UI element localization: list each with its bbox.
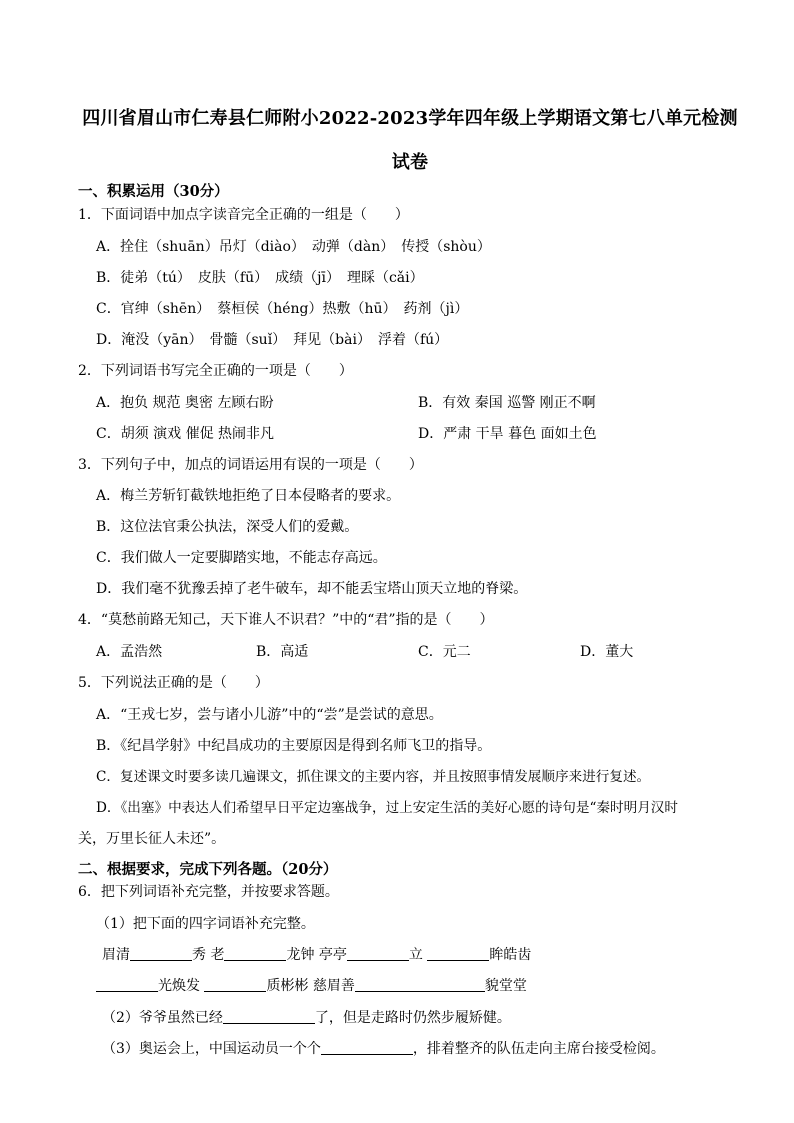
idiom-fragment: 秀 — [192, 947, 206, 963]
sentence-fragment: （2）爷爷虽然已经 — [102, 1010, 223, 1026]
question-1-option-b: B．徒弟（tú） 皮肤（fū） 成绩（jī） 理睬（cǎi） — [96, 270, 424, 286]
idiom-fill-row-1 — [102, 945, 531, 965]
question-6-subquestion-3 — [102, 1039, 665, 1059]
question-1-option-c: C．官绅（shēn） 蔡桓侯（héng）热敷（hū） 药剂（jì） — [96, 301, 469, 317]
question-3-option-b: B．这位法官秉公执法，深受人们的爱戴。 — [96, 519, 359, 535]
question-5-option-a: A．“王戎七岁，尝与诸小儿游”中的“尝”是尝试的意思。 — [96, 707, 443, 723]
sentence-fragment: （3）奥运会上，中国运动员一个个 — [102, 1041, 321, 1057]
answer-blank[interactable] — [355, 977, 485, 992]
answer-blank[interactable] — [204, 977, 266, 992]
question-4-option-a: A．孟浩然 — [96, 644, 163, 660]
question-3-option-a: A．梅兰芳斩钉截铁地拒绝了日本侵略者的要求。 — [96, 488, 401, 504]
answer-blank[interactable] — [321, 1040, 413, 1055]
idiom-fill-row-2 — [96, 976, 527, 996]
question-3-option-c: C．我们做人一定要脚踏实地，不能志存高远。 — [96, 550, 387, 566]
question-2-option-a: A．抱负 规范 奥密 左顾右盼 — [96, 395, 274, 411]
question-4-option-d: D．董大 — [580, 644, 634, 660]
question-6-subquestion-2 — [102, 1008, 511, 1028]
idiom-fragment: 老 — [210, 947, 225, 963]
question-4-option-c: C．元二 — [418, 644, 471, 660]
question-5-option-c: C．复述课文时要多读几遍课文，抓住课文的主要内容，并且按照事情发展顺序来进行复述。 — [96, 769, 651, 785]
question-2-stem: 2．下列词语书写完全正确的一项是（ ） — [78, 363, 353, 379]
question-1-option-d: D．淹没（yān） 骨髓（suǐ） 拜见（bài） 浮着（fú） — [96, 332, 449, 348]
answer-blank[interactable] — [347, 946, 409, 961]
question-6-subquestion-1: （1）把下面的四字词语补充完整。 — [96, 916, 315, 932]
idiom-fragment: 眉清 — [102, 947, 130, 963]
question-4-stem: 4．“莫愁前路无知己，天下谁人不识君？”中的“君”指的是（ ） — [78, 612, 494, 628]
exam-title-line2: 试卷 — [391, 152, 429, 173]
answer-blank[interactable] — [427, 946, 489, 961]
question-5-option-b: B．《纪昌学射》中纪昌成功的主要原因是得到名师飞卫的指导。 — [96, 738, 492, 754]
question-5-option-d-continued: 关，万里长征人未还”。 — [78, 831, 226, 847]
sentence-fragment: ，排着整齐的队伍走向主席台接受检阅。 — [412, 1041, 665, 1057]
idiom-fragment: 眸皓齿 — [489, 947, 532, 963]
idiom-fragment: 貌堂堂 — [484, 978, 527, 994]
section-heading-2: 二、根据要求，完成下列各题。（20分） — [78, 861, 338, 878]
question-1-stem: 1．下面词语中加点字读音完全正确的一组是（ ） — [78, 207, 409, 223]
question-2-option-d: D．严肃 干旱 暮色 面如土色 — [418, 426, 597, 442]
question-6-stem: 6．把下列词语补充完整，并按要求答题。 — [78, 884, 339, 900]
exam-title-line1: 四川省眉山市仁寿县仁师附小2022-2023学年四年级上学期语文第七八单元检测 — [82, 108, 738, 129]
question-4-option-b: B．高适 — [256, 644, 309, 660]
answer-blank[interactable] — [224, 946, 286, 961]
idiom-fragment: 龙钟 — [286, 947, 315, 963]
question-5-option-d: D．《出塞》中表达人们希望早日平定边塞战争，过上安定生活的美好心愿的诗句是“秦时明月汉时 — [96, 800, 678, 816]
idiom-fragment: 立 — [408, 947, 423, 963]
idiom-fragment: 光焕发 — [158, 978, 200, 994]
sentence-fragment: 了，但是走路时仍然步履矫健。 — [314, 1010, 511, 1026]
idiom-fragment: 慈眉善 — [312, 978, 355, 994]
answer-blank[interactable] — [96, 977, 158, 992]
question-2-option-c: C．胡须 演戏 催促 热闹非凡 — [96, 426, 275, 442]
section-heading-1: 一、积累运用（30分） — [78, 183, 229, 200]
answer-blank[interactable] — [130, 946, 192, 961]
question-1-option-a: A．拴住（shuān）吊灯（diào） 动弹（dàn） 传授（shòu） — [96, 239, 491, 255]
question-5-stem: 5．下列说法正确的是（ ） — [78, 675, 269, 691]
question-2-option-b: B．有效 秦国 巡警 刚正不啊 — [418, 395, 596, 411]
question-3-stem: 3．下列句子中，加点的词语运用有误的一项是（ ） — [78, 457, 423, 473]
idiom-fragment: 亭亭 — [318, 947, 347, 963]
idiom-fragment: 质彬彬 — [266, 978, 309, 994]
answer-blank[interactable] — [223, 1009, 315, 1024]
question-3-option-d: D．我们毫不犹豫丢掉了老牛破车，却不能丢宝塔山顶天立地的脊梁。 — [96, 581, 528, 597]
